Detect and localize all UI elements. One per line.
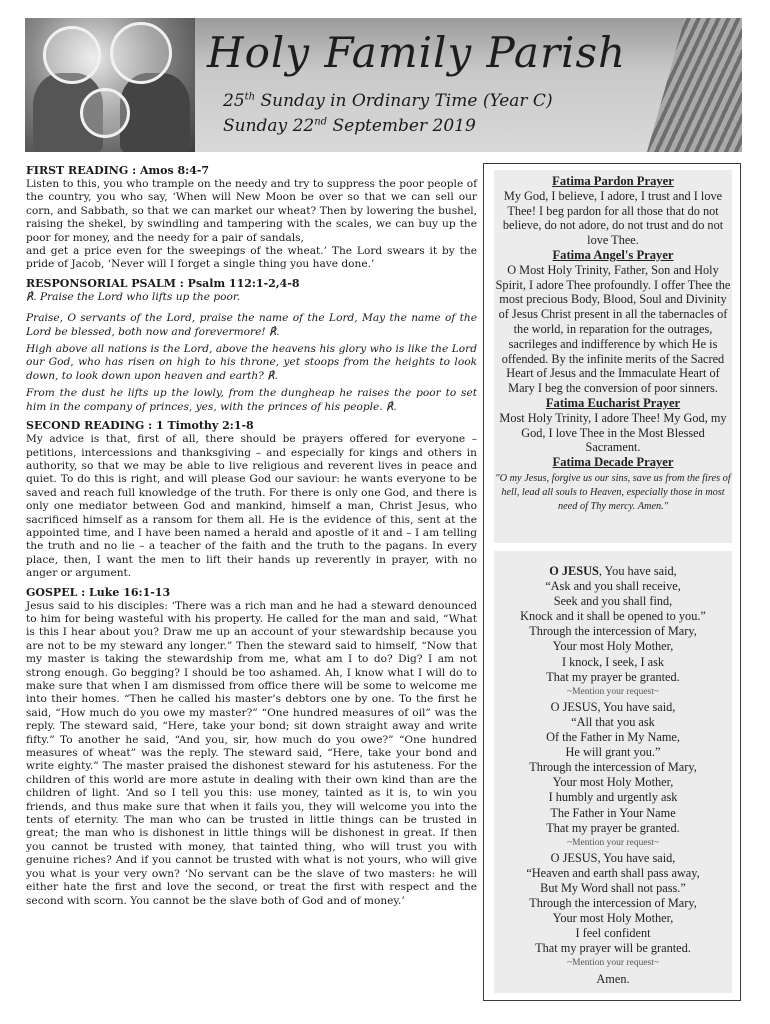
fatima-decade-text: "O my Jesus, forgive us our sins, save us from the fires of hell, lead all souls to Heaven, especially those in most need of Thy mercy. Amen." [495, 472, 731, 512]
psalm-verse-2: High above all nations is the Lord, above the heavens his glory who is like the Lord our God, who has risen on high to his throne, yet stoops from the heights to look down, to look down upon heaven and earth? ℟. [26, 343, 477, 382]
prayer-line: O JESUS, You have said, [550, 699, 676, 714]
prayer-line: “Heaven and earth shall pass away, [526, 865, 700, 880]
prayer-line: Amen. [596, 971, 630, 986]
prayer-line: “Ask and you shall receive, [545, 579, 681, 594]
o-jesus-prayer-box [494, 551, 732, 993]
psalm-heading: RESPONSORIAL PSALM : Psalm 112:1-2,4-8 [26, 276, 300, 290]
psalm-verse-1: Praise, O servants of the Lord, praise the name of the Lord, May the name of the Lord be blessed, both now and forevermore! ℟. [26, 312, 477, 338]
liturgical-day: 25th Sunday in Ordinary Time (Year C) [223, 91, 553, 111]
prayer-line: O JESUS, You have said, [550, 850, 676, 865]
gospel-heading: GOSPEL : Luke 16:1-13 [26, 585, 171, 599]
prayer-line: That my prayer be granted. [546, 820, 680, 835]
prayer-line: “All that you ask [571, 714, 655, 729]
prayer-line: That my prayer be granted. [546, 669, 680, 684]
second-reading-text: My advice is that, first of all, there should be prayers offered for everyone – petitions, intercessions and thanksgiving – and especially for kings and others in authority, so that we may be able to live religious and reverent lives in peace and quiet. To do this is right, and will please God our saviour: he wants everyone to be saved and reach full knowledge of the truth. For there is only one God, and there is only one mediator between God and mankind, himself a man, Christ Jesus, who sacrificed himself as a ransom for them all. He is the evidence of this, sent at the appointed time, and I have been named a herald and apostle of it and – I am telling the truth and no lie – a teacher of the faith and the truth to the pagans. In every place, then, I want the men to lift their hands up reverently in prayer, with no anger or argument. [26, 433, 477, 580]
prayer-line: Through the intercession of Mary, [529, 624, 697, 639]
psalm-verse-3: From the dust he lifts up the lowly, from the dungheap he raises the poor to set him in the company of princes, yes, with the princes of his people. ℟. [26, 387, 477, 413]
prayer-line: Seek and you shall find, [553, 594, 673, 609]
prayer-line: Knock and it shall be opened to you.” [520, 609, 706, 624]
psalm-response: ℟. Praise the Lord who lifts up the poor. [26, 290, 241, 303]
prayer-line: Your most Holy Mother, [552, 911, 674, 926]
first-reading-heading: FIRST READING : Amos 8:4-7 [26, 164, 210, 177]
prayer-line: The Father in Your Name [550, 805, 676, 820]
prayer-line: That my prayer will be granted. [535, 941, 691, 956]
prayer-line: I humbly and urgently ask [548, 790, 678, 805]
prayer-line: He will grant you.” [565, 745, 661, 760]
gospel-text: Jesus said to his disciples: ‘There was a rich man and he had a steward denounced to him for being wasteful with his property. He called for the man and said, “What is this I hear about you? Draw me up an account of your stewardship because you are not to be my steward any longer.” Then the steward said to himself, “Now that my master is taking the stewardship from me, what am I to do? Dig? I am not strong enough. Go begging? I should be too ashamed. Ah, I know what I will do to make sure that when I am dismissed from office there will be some to welcome me into their homes. “Then he called his master’s debtors one by one. To the first he said, “How much do you owe my master?” “One hundred measures of oil” was the reply. The steward said, “Here, take your bond; sit down straight away and write fifty.” To another he said, “And you, sir, how much do you owe?” “One hundred measures of wheat” was the reply. The steward said, “Here, take your bond and write eighty.” The master praised the dishonest steward for his astuteness. For the children of this world are more astute in dealing with their own kind than are the children of light. ‘And so I tell you this: use money, tainted as it is, to win you friends, and thus make sure that when it fails you, they will welcome you into the tents of eternity. The man who can be trusted in little things can be trusted in great; the man who is dishonest in little things will be dishonest in great. If then you cannot be trusted with money, that tainted thing, who will trust you with genuine riches? And if you cannot be trusted with what is not yours, who will give you what is your very own? ‘No servant can be the slave of two masters: he will either hate the first and love the second, or treat the first with respect and the second with scorn. You cannot be the slave both of God and of money.’ [26, 599, 477, 907]
first-reading-text: Listen to this, you who trample on the needy and try to suppress the poor people of the country, you who say, ‘When will New Moon be over so that we can sell our corn, and Sabbath, so that we can market our wheat? Then by lowering the bushel, raising the shekel, by swindling and tampering with the scales, we can buy up the poor for money, and the needy for a pair of sandals, [26, 178, 477, 244]
prayer-line: But My Word shall not pass.” [540, 880, 686, 895]
mention-request-note: ~Mention your request~ [566, 958, 660, 969]
prayer-line: Of the Father in My Name, [546, 730, 680, 745]
prayer-line: Through the intercession of Mary, [529, 760, 697, 775]
fatima-prayers-box [494, 170, 732, 543]
readings-column [26, 163, 477, 912]
fatima-eucharist-heading: Fatima Eucharist Prayer [545, 395, 681, 410]
prayer-line: Through the intercession of Mary, [529, 896, 697, 911]
mention-request-note: ~Mention your request~ [566, 837, 660, 848]
mention-request-note: ~Mention your request~ [566, 686, 660, 697]
bulletin-date: Sunday 22nd September 2019 [223, 116, 476, 136]
fatima-pardon-text: My God, I believe, I adore, I trust and I love Thee! I beg pardon for all those that do not believe, do not adore, do not trust and do not love Thee. [502, 188, 724, 248]
fatima-angel-heading: Fatima Angel's Prayer [552, 247, 674, 262]
header-banner [25, 18, 742, 152]
prayer-line: O JESUS, You have said, [549, 564, 677, 578]
prayer-line: Your most Holy Mother, [552, 639, 674, 654]
second-reading-heading: SECOND READING : 1 Timothy 2:1-8 [26, 419, 254, 433]
fatima-angel-text: O Most Holy Trinity, Father, Son and Holy Spirit, I adore Thee profoundly. I offer Thee the most precious Body, Blood, Soul and Divinity of Jesus Christ present in all the tabernacles of the world, in reparation for the outrages, sacrileges and indifference by which He is offended. By the infinite merits of the Sacred Heart of Jesus and the Immaculate Heart of Mary I beg the conversion of poor sinners. [495, 262, 731, 396]
holy-family-icon-image [25, 18, 195, 152]
church-roof-image [647, 18, 742, 152]
fatima-eucharist-text: Most Holy Trinity, I adore Thee! My God, my God, I love Thee in the Most Blessed Sacrament. [499, 410, 727, 455]
prayer-line: I knock, I seek, I ask [561, 654, 665, 669]
prayer-line: Your most Holy Mother, [552, 775, 674, 790]
parish-title: Holy Family Parish [207, 28, 627, 77]
fatima-pardon-heading: Fatima Pardon Prayer [552, 174, 674, 188]
fatima-decade-heading: Fatima Decade Prayer [552, 455, 674, 470]
prayer-line: I feel confident [575, 926, 651, 941]
first-reading-text-2: and get a price even for the sweepings of the wheat.’ The Lord swears it by the pride of Jacob, ‘Never will I forget a single thing you have done.’ [26, 245, 477, 271]
